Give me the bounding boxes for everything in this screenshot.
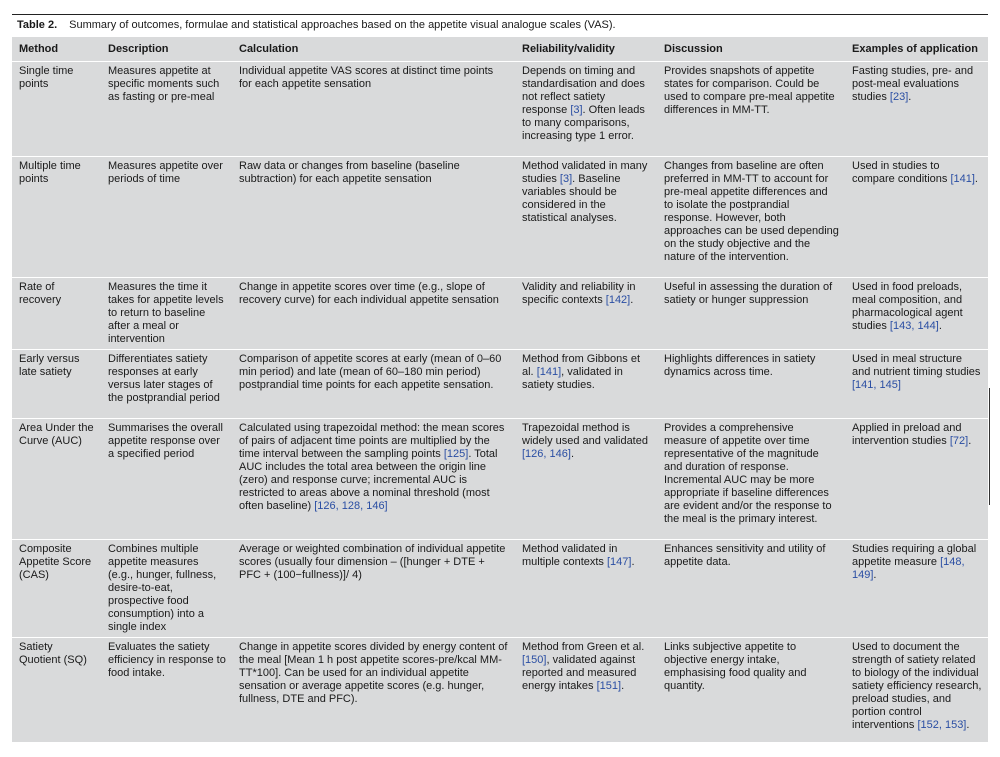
citation-ref[interactable]: [147] (606, 556, 632, 568)
cell-examples: Used in studies to compare conditions [141]. (845, 157, 988, 278)
citation-ref[interactable]: [142] (605, 294, 631, 306)
cell-description: Summarises the overall appetite response over a specified period (101, 419, 232, 540)
table-row (12, 638, 988, 742)
citation-ref[interactable]: [143, 144] (889, 320, 939, 332)
citation-ref[interactable]: [126, 146] (522, 448, 571, 460)
cell-reliability: Trapezoidal method is widely used and validated [126, 146]. (515, 419, 657, 540)
table-row (12, 350, 988, 419)
cell-calculation: Comparison of appetite scores at early (mean of 0–60 min period) and late (mean of 60–180 min period) postprandial time points for each appetite sensation. (232, 350, 515, 419)
citation-ref[interactable]: [3] (570, 104, 583, 116)
cell-description: Differentiates satiety responses at early versus later stages of the postprandial period (101, 350, 232, 419)
cell-examples: Used to document the strength of satiety related to biology of the individual satiety efficiency research, preload studies, and portion control interventions [152, 153]. (852, 641, 982, 731)
cell-method: Multiple time points (12, 157, 101, 278)
citation-ref[interactable]: [151] (596, 680, 622, 692)
cell-calculation: Raw data or changes from baseline (baseline subtraction) for each appetite sensation (232, 157, 515, 278)
cell-calculation: Average or weighted combination of individual appetite scores (usually four dimension – ([hunger + DTE + PFC + (100−fullness)]/ 4) (232, 540, 515, 638)
citation-ref[interactable]: [141] (536, 366, 562, 378)
table-row (12, 278, 988, 350)
header-method: Method (12, 37, 101, 62)
cell-examples: Fasting studies, pre- and post-meal evaluations studies [23]. (845, 62, 988, 157)
citation-ref[interactable]: [141] (950, 173, 975, 185)
cell-description: Evaluates the satiety efficiency in response to food intake. (108, 641, 226, 679)
cell-reliability: Depends on timing and standardisation and does not reflect satiety response [3]. Often leads to many comparisons, increasing type 1 error. (515, 62, 657, 157)
citation-ref[interactable]: [72] (949, 435, 969, 447)
cell-description: Measures appetite at specific moments such as fasting or pre-meal (101, 62, 232, 157)
cell-examples: Applied in preload and intervention studies [72]. (845, 419, 988, 540)
header-reliability: Reliability/validity (515, 37, 657, 62)
top-rule (12, 14, 988, 15)
cell-reliability: Method validated in many studies [3]. Baseline variables should be considered in the statistical analyses. (515, 157, 657, 278)
citation-ref[interactable]: [148, 149] (852, 556, 965, 581)
cell-description: Measures appetite over periods of time (101, 157, 232, 278)
header-description: Description (101, 37, 232, 62)
citation-ref[interactable]: [152, 153] (917, 719, 967, 731)
table-caption (17, 18, 987, 32)
citation-ref[interactable]: [23] (889, 91, 909, 103)
cell-reliability: Validity and reliability in specific contexts [142]. (515, 278, 657, 350)
cell-method: Composite Appetite Score (CAS) (12, 540, 101, 638)
cell-description: Combines multiple appetite measures (e.g., hunger, fullness, desire-to-eat, prospective food consumption) into a single index (101, 540, 232, 638)
cell-examples: Used in meal structure and nutrient timing studies [141, 145] (845, 350, 988, 419)
header-calculation: Calculation (232, 37, 515, 62)
citation-ref[interactable]: [126, 128, 146] (314, 500, 388, 512)
cell-method: Single time points (12, 62, 101, 157)
cell-discussion: Provides a comprehensive measure of appetite over time representative of the magnitude and duration of response. Incremental AUC may be more appropriate if baseline differences are evident and/or the response to the meal is the primary interest. (657, 419, 845, 540)
cell-discussion: Links subjective appetite to objective energy intake, emphasising food quality and quantity. (664, 641, 807, 692)
cell-reliability: Method validated in multiple contexts [147]. (515, 540, 657, 638)
cell-reliability: Method from Gibbons et al. [141], validated in satiety studies. (515, 350, 657, 419)
margin-line (989, 388, 990, 505)
cell-reliability: Method from Green et al. [150], validated against reported and measured energy intakes [151]. (522, 641, 645, 692)
cell-method: Area Under the Curve (AUC) (12, 419, 101, 540)
table-row (12, 62, 988, 157)
cell-discussion: Useful in assessing the duration of satiety or hunger suppression (657, 278, 845, 350)
citation-ref[interactable]: [3] (559, 173, 573, 185)
table-label: Table 2. (17, 19, 58, 31)
table-row (12, 419, 988, 540)
cell-method: Satiety Quotient (SQ) (19, 641, 87, 666)
cell-calculation: Change in appetite scores over time (e.g., slope of recovery curve) for each individual appetite sensation (232, 278, 515, 350)
citation-ref[interactable]: [141, 145] (852, 379, 901, 391)
cell-examples: Studies requiring a global appetite measure [148, 149]. (845, 540, 988, 638)
table-row (12, 157, 988, 278)
table-body (12, 62, 988, 742)
cell-calculation: Individual appetite VAS scores at distinct time points for each appetite sensation (232, 62, 515, 157)
cell-method: Rate of recovery (12, 278, 101, 350)
cell-calculation: Change in appetite scores divided by energy content of the meal [Mean 1 h post appetite scores-pre/kcal MM-TT*100]. Can be used for an individual appetite sensation or average appetite scores (e.g. hunger, fullness, DTE and PFC). (239, 641, 508, 705)
header-row (12, 37, 988, 62)
cell-calculation: Calculated using trapezoidal method: the mean scores of pairs of adjacent time points are multiplied by the time interval between the sampling points [125]. Total AUC includes the total area between the origin line (zero) and response curve; incremental AUC is restricted to areas above a nominal threshold (most often baseline) [126, 128, 146] (232, 419, 515, 540)
cell-discussion: Provides snapshots of appetite states for comparison. Could be used to compare pre-meal appetite differences in MM-TT. (657, 62, 845, 157)
header-examples: Examples of application (845, 37, 988, 62)
citation-ref[interactable]: [125] (443, 448, 469, 460)
cell-description: Measures the time it takes for appetite levels to return to baseline after a meal or intervention (101, 278, 232, 350)
table-row (12, 540, 988, 638)
vas-summary-table (12, 37, 988, 742)
table-caption-text: Summary of outcomes, formulae and statistical approaches based on the appetite visual analogue scales (VAS). (69, 19, 616, 31)
cell-examples: Used in food preloads, meal composition, and pharmacological agent studies [143, 144]. (845, 278, 988, 350)
cell-method: Early versus late satiety (12, 350, 101, 419)
citation-ref[interactable]: [150] (522, 654, 547, 666)
cell-discussion: Changes from baseline are often preferred in MM-TT to account for pre-meal appetite differences and to isolate the postprandial response. However, both approaches can be used depending on the study objective and the nature of the intervention. (657, 157, 845, 278)
cell-discussion: Highlights differences in satiety dynamics across time. (657, 350, 845, 419)
header-discussion: Discussion (657, 37, 845, 62)
cell-discussion: Enhances sensitivity and utility of appetite data. (657, 540, 845, 638)
